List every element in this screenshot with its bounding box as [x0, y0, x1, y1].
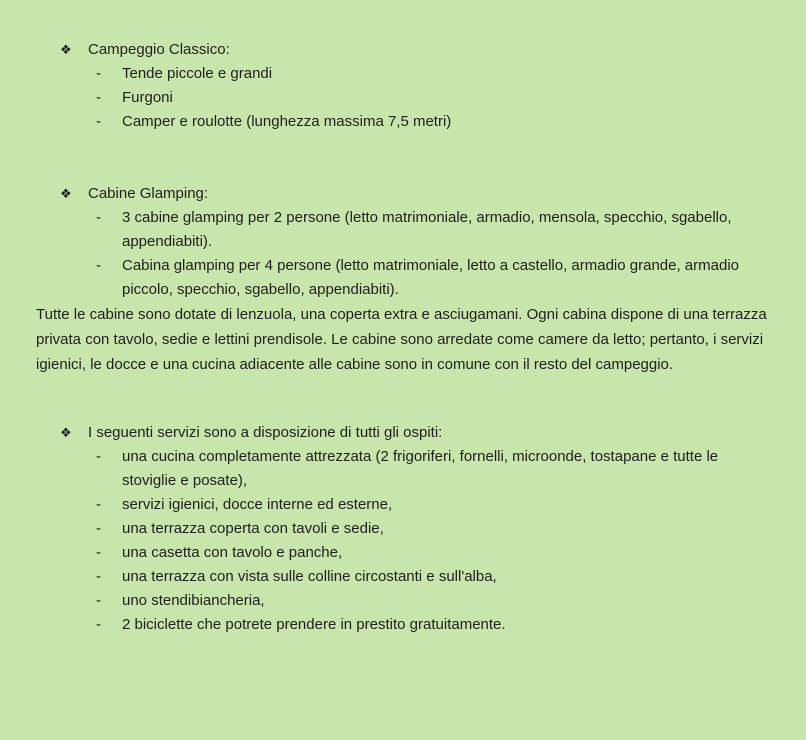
cabine-item-list: [36, 206, 770, 302]
list-item-text: una cucina completamente attrezzata (2 frigoriferi, fornelli, microonde, tostapane e tutte le stoviglie e posate),: [122, 448, 719, 489]
section-cabine-glamping: [36, 182, 770, 302]
section-heading-campeggio: [60, 38, 770, 62]
list-item: [96, 62, 770, 86]
dash-bullet: -: [96, 448, 101, 465]
section-title-cabine: Cabine Glamping:: [88, 185, 209, 202]
list-item-text: 2 biciclette che potrete prendere in prestito gratuitamente.: [122, 616, 506, 633]
section-title-servizi: I seguenti servizi sono a disposizione di tutti gli ospiti:: [88, 424, 443, 441]
section-title-campeggio: Campeggio Classico:: [88, 41, 230, 58]
list-item-text: una terrazza con vista sulle colline circostanti e sull'alba,: [122, 568, 497, 585]
section-heading-servizi: [60, 421, 770, 445]
dash-bullet: -: [96, 544, 101, 561]
cabine-info-paragraph: Tutte le cabine sono dotate di lenzuola, una coperta extra e asciugamani. Ogni cabina dispone di una terrazza privata con tavolo, sedie e lettini prendisole. Le cabine sono arredate come camere da letto; pertanto, i servizi igienici, le docce e una cucina adiacente alle cabine sono in comune con il resto del campeggio.: [36, 306, 767, 373]
dash-bullet: -: [96, 496, 101, 513]
list-item: [96, 493, 770, 517]
dash-bullet: -: [96, 257, 101, 274]
dash-bullet: -: [96, 89, 101, 106]
list-item: [96, 86, 770, 110]
dash-bullet: -: [96, 568, 101, 585]
section-campeggio-classico: [36, 38, 770, 134]
list-item-text: una terrazza coperta con tavoli e sedie,: [122, 520, 384, 537]
list-item: [96, 254, 770, 302]
list-item-text: servizi igienici, docce interne ed esterne,: [122, 496, 393, 513]
diamond-bullet-icon: ❖: [60, 186, 72, 201]
dash-bullet: -: [96, 592, 101, 609]
dash-bullet: -: [96, 65, 101, 82]
list-item: [96, 206, 770, 254]
list-item-text: una casetta con tavolo e panche,: [122, 544, 343, 561]
dash-bullet: -: [96, 520, 101, 537]
dash-bullet: -: [96, 209, 101, 226]
diamond-bullet-icon: ❖: [60, 425, 72, 440]
list-item: [96, 541, 770, 565]
list-item: [96, 445, 770, 493]
list-item-text: uno stendibiancheria,: [122, 592, 265, 609]
section-heading-cabine: [60, 182, 770, 206]
campeggio-item-list: [36, 62, 770, 134]
dash-bullet: -: [96, 113, 101, 130]
list-item-text: Camper e roulotte (lunghezza massima 7,5 metri): [122, 113, 452, 130]
list-item: [96, 589, 770, 613]
list-item-text: Furgoni: [122, 89, 173, 106]
list-item: [96, 565, 770, 589]
section-servizi: [36, 421, 770, 637]
dash-bullet: -: [96, 616, 101, 633]
list-item: [96, 517, 770, 541]
list-item: [96, 613, 770, 637]
list-item-text: 3 cabine glamping per 2 persone (letto matrimoniale, armadio, mensola, specchio, sgabello, appendiabiti).: [122, 209, 732, 250]
list-item-text: Tende piccole e grandi: [122, 65, 273, 82]
servizi-item-list: [36, 445, 770, 637]
diamond-bullet-icon: ❖: [60, 42, 72, 57]
list-item-text: Cabina glamping per 4 persone (letto matrimoniale, letto a castello, armadio grande, armadio piccolo, specchio, sgabello, appendiabiti).: [122, 257, 739, 298]
list-item: [96, 110, 770, 134]
